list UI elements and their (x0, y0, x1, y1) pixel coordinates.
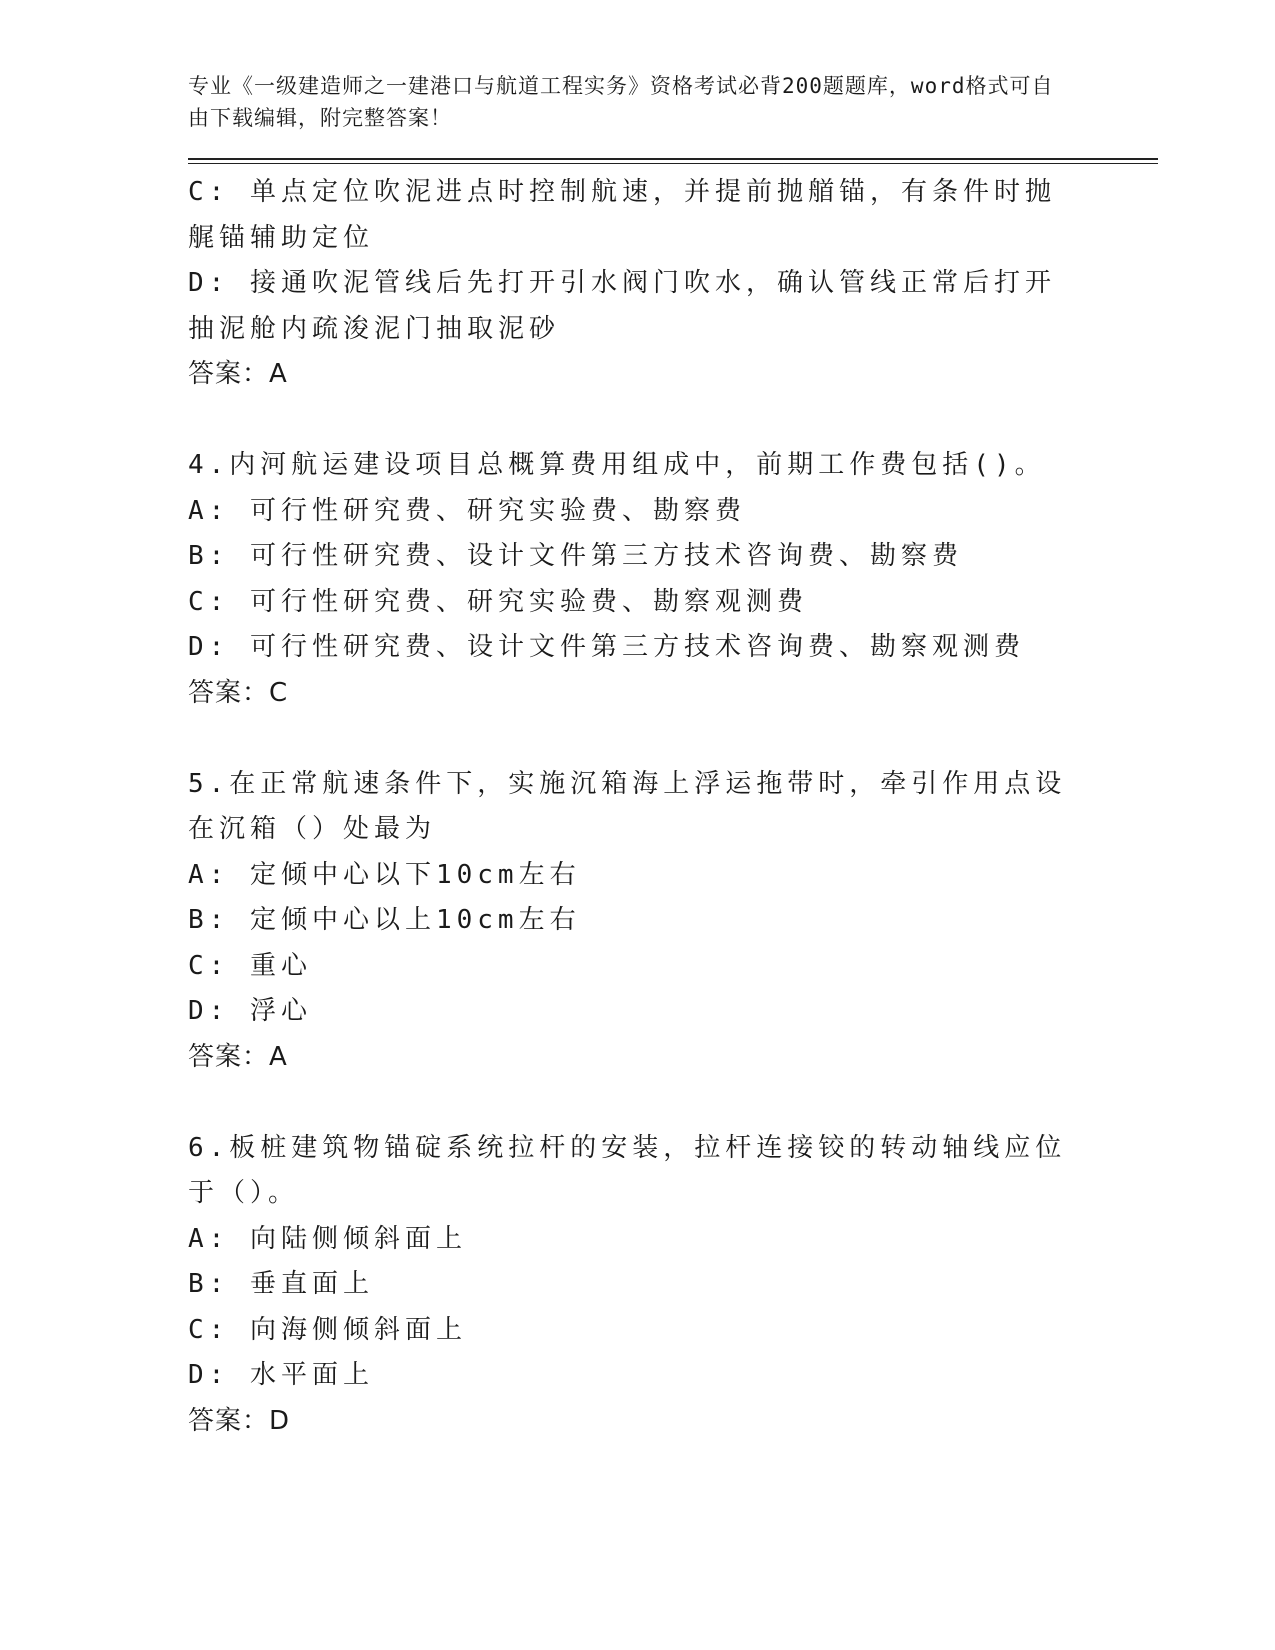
header-rule-thin (188, 163, 1158, 164)
header-rule-thick (188, 158, 1158, 160)
option-d: D: 水平面上 (188, 1360, 374, 1390)
document-header: 专业《一级建造师之一建港口与航道工程实务》资格考试必背200题题库，word格式可自由下载编辑，附完整答案！ (188, 74, 1054, 130)
option-d: D: 可行性研究费、设计文件第三方技术咨询费、勘察观测费 (188, 632, 1025, 662)
option-a: A: 可行性研究费、研究实验费、勘察费 (188, 495, 746, 526)
option-a: A: 向陆侧倾斜面上 (188, 1223, 467, 1254)
question-6 (188, 1126, 1078, 1445)
spacer (188, 716, 1078, 762)
option-a: A: 定倾中心以下10cm左右 (188, 859, 581, 890)
question-stem: 5.在正常航速条件下，实施沉箱海上浮运拖带时，牵引作用点设在沉箱（）处最为 (188, 768, 1067, 844)
document-page (188, 70, 1158, 1444)
question-5 (188, 762, 1078, 1081)
option-c: C: 单点定位吹泥进点时控制航速，并提前抛艏锚，有条件时抛艉锚辅助定位 (188, 177, 1056, 253)
answer: 答案：A (188, 1041, 288, 1072)
question-stem: 6.板桩建筑物锚碇系统拉杆的安装，拉杆连接铰的转动轴线应位于（）。 (188, 1132, 1067, 1208)
continued-question (188, 170, 1078, 398)
spacer (188, 1080, 1078, 1126)
option-d: D: 浮心 (188, 996, 312, 1026)
question-4 (188, 443, 1078, 716)
answer: 答案：C (188, 677, 289, 708)
option-c: C: 可行性研究费、研究实验费、勘察观测费 (188, 586, 808, 617)
option-c: C: 重心 (188, 950, 312, 981)
option-b: B: 可行性研究费、设计文件第三方技术咨询费、勘察费 (188, 541, 963, 571)
option-c: C: 向海侧倾斜面上 (188, 1314, 467, 1345)
answer: 答案：A (188, 359, 288, 389)
question-content (188, 170, 1078, 1444)
option-b: B: 定倾中心以上10cm左右 (188, 905, 581, 935)
answer: 答案：D (188, 1405, 291, 1436)
question-stem: 4.内河航运建设项目总概算费用组成中，前期工作费包括()。 (188, 450, 1046, 480)
spacer (188, 398, 1078, 444)
option-d: D: 接通吹泥管线后先打开引水阀门吹水，确认管线正常后打开抽泥舱内疏浚泥门抽取泥砂 (188, 268, 1056, 344)
option-b: B: 垂直面上 (188, 1269, 374, 1299)
